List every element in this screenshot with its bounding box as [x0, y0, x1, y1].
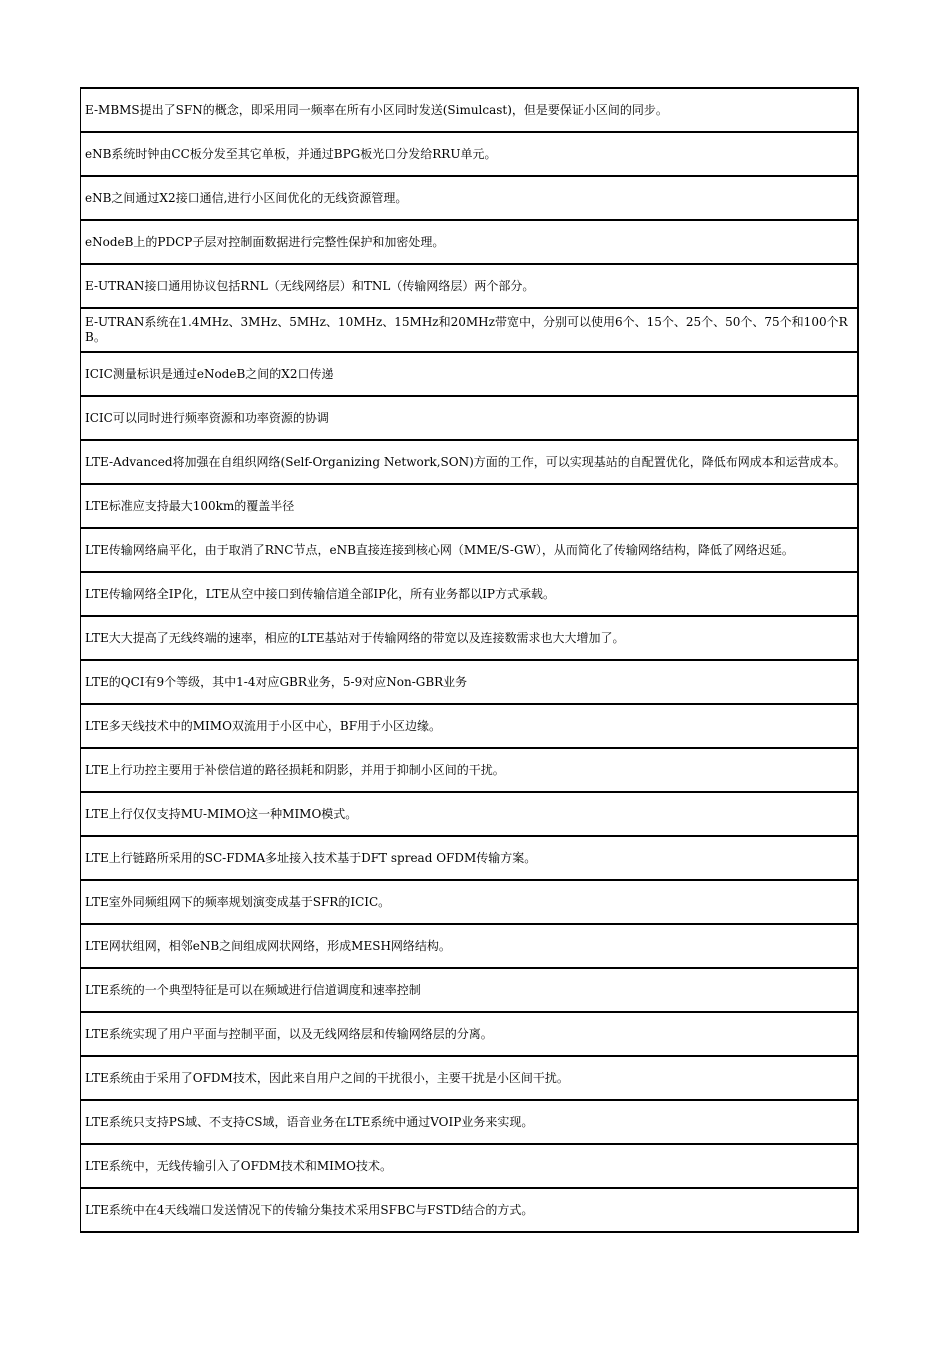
- statement-cell: LTE的QCI有9个等级，其中1-4对应GBR业务，5-9对应Non-GBR业务: [85, 674, 468, 689]
- statement-cell: ICIC测量标识是通过eNodeB之间的X2口传递: [85, 366, 334, 381]
- table-row[interactable]: [81, 485, 857, 529]
- statement-cell: LTE室外同频组网下的频率规划演变成基于SFR的ICIC。: [85, 894, 391, 909]
- table-row[interactable]: [81, 133, 857, 177]
- statement-cell: LTE标准应支持最大100km的覆盖半径: [85, 498, 295, 513]
- table-row[interactable]: [81, 837, 857, 881]
- table-row[interactable]: [81, 265, 857, 309]
- table-row[interactable]: [81, 221, 857, 265]
- statement-cell: LTE传输网络全IP化，LTE从空中接口到传输信道全部IP化，所有业务都以IP方式承载。: [85, 586, 555, 601]
- statement-cell: LTE系统中，无线传输引入了OFDM技术和MIMO技术。: [85, 1158, 392, 1173]
- statement-cell: LTE多天线技术中的MIMO双流用于小区中心，BF用于小区边缘。: [85, 718, 442, 733]
- table-row[interactable]: [81, 309, 857, 353]
- statement-cell: E-UTRAN系统在1.4MHz、3MHz、5MHz、10MHz、15MHz和20MHz带宽中，分别可以使用6个、15个、25个、50个、75个和100个RB。: [85, 315, 848, 344]
- table-row[interactable]: [81, 529, 857, 573]
- table-row[interactable]: [81, 1057, 857, 1101]
- statement-cell: LTE上行仅仅支持MU-MIMO这一种MIMO模式。: [85, 806, 358, 821]
- table-row[interactable]: [81, 617, 857, 661]
- table-row[interactable]: [81, 749, 857, 793]
- table-row[interactable]: [81, 177, 857, 221]
- statement-cell: eNB系统时钟由CC板分发至其它单板，并通过BPG板光口分发给RRU单元。: [85, 146, 497, 161]
- statement-cell: LTE网状组网，相邻eNB之间组成网状网络，形成MESH网络结构。: [85, 938, 451, 953]
- table-row[interactable]: [81, 441, 857, 485]
- table-row[interactable]: [81, 1101, 857, 1145]
- statement-cell: LTE上行链路所采用的SC-FDMA多址接入技术基于DFT spread OFDM传输方案。: [85, 850, 537, 865]
- table-row[interactable]: [81, 1013, 857, 1057]
- statement-cell: LTE上行功控主要用于补偿信道的路径损耗和阴影，并用于抑制小区间的干扰。: [85, 762, 505, 777]
- statement-cell: LTE-Advanced将加强在自组织网络(Self-Organizing Network,SON)方面的工作，可以实现基站的自配置优化，降低布网成本和运营成本。: [85, 454, 846, 469]
- statement-cell: eNodeB上的PDCP子层对控制面数据进行完整性保护和加密处理。: [85, 234, 445, 249]
- statement-cell: E-MBMS提出了SFN的概念，即采用同一频率在所有小区同时发送(Simulcast)，但是要保证小区间的同步。: [85, 102, 668, 117]
- statement-cell: ICIC可以同时进行频率资源和功率资源的协调: [85, 410, 329, 425]
- statement-cell: LTE系统由于采用了OFDM技术，因此来自用户之间的干扰很小，主要干扰是小区间干扰。: [85, 1070, 569, 1085]
- table-row[interactable]: [81, 661, 857, 705]
- statement-cell: LTE传输网络扁平化，由于取消了RNC节点，eNB直接连接到核心网（MME/S-GW），从而简化了传输网络结构，降低了网络迟延。: [85, 542, 794, 557]
- table-row[interactable]: [81, 1145, 857, 1189]
- table-row[interactable]: [81, 925, 857, 969]
- table-row[interactable]: [81, 705, 857, 749]
- table-row[interactable]: [81, 573, 857, 617]
- table-row[interactable]: [81, 793, 857, 837]
- statement-cell: eNB之间通过X2接口通信,进行小区间优化的无线资源管理。: [85, 190, 408, 205]
- statement-cell: LTE系统的一个典型特征是可以在频域进行信道调度和速率控制: [85, 982, 421, 997]
- statement-cell: LTE大大提高了无线终端的速率，相应的LTE基站对于传输网络的带宽以及连接数需求也大大增加了。: [85, 630, 625, 645]
- statement-cell: E-UTRAN接口通用协议包括RNL（无线网络层）和TNL（传输网络层）两个部分。: [85, 278, 535, 293]
- statement-table: [80, 87, 859, 1233]
- table-row[interactable]: [81, 353, 857, 397]
- statement-cell: LTE系统实现了用户平面与控制平面，以及无线网络层和传输网络层的分离。: [85, 1026, 493, 1041]
- statement-cell: LTE系统只支持PS域、不支持CS域，语音业务在LTE系统中通过VOIP业务来实现。: [85, 1114, 534, 1129]
- table-row[interactable]: [81, 969, 857, 1013]
- table-row[interactable]: [81, 397, 857, 441]
- statement-cell: LTE系统中在4天线端口发送情况下的传输分集技术采用SFBC与FSTD结合的方式。: [85, 1202, 534, 1217]
- table-row[interactable]: [81, 881, 857, 925]
- table-row[interactable]: [81, 89, 857, 133]
- table-row[interactable]: [81, 1189, 857, 1233]
